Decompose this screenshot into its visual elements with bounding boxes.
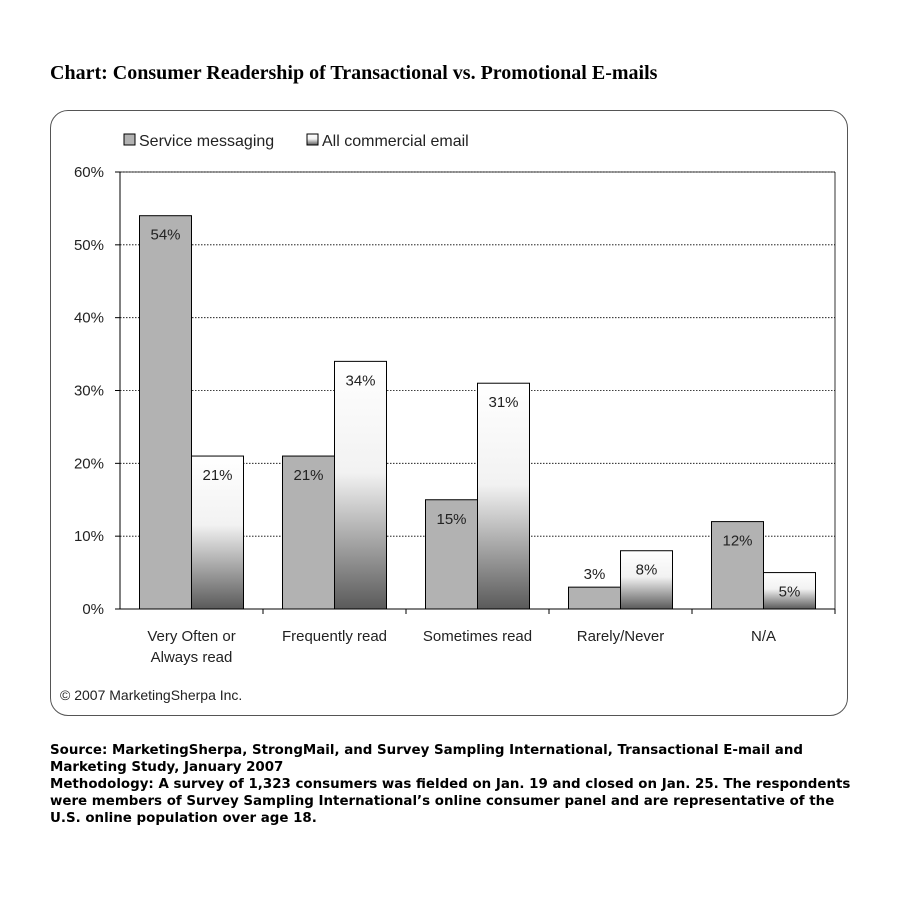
legend-swatch: [307, 134, 318, 145]
data-label: 34%: [345, 372, 376, 390]
chart-legend: [124, 133, 469, 150]
x-tick-label: Frequently read: [281, 628, 388, 645]
x-tick-label: Rarely/Never: [576, 628, 665, 645]
data-label: 54%: [150, 226, 181, 244]
y-tick-label: 60%: [73, 164, 104, 181]
methodology-text: Methodology: A survey of 1,323 consumers was fielded on Jan. 19 and closed on Jan. 25. The respondents were members of Survey Sampling International’s online consumer panel and are representative of the U.S. online population over age 18.: [50, 777, 851, 826]
x-tick-label: Sometimes read: [422, 628, 533, 645]
y-tick-label: 30%: [73, 382, 104, 400]
data-label: 31%: [488, 394, 519, 412]
x-tick-label: Always read: [150, 649, 233, 666]
bar-all-commercial-email: [621, 551, 673, 609]
source-text: Source: MarketingSherpa, StrongMail, and Survey Sampling International, Transactional E-mail and Marketing Study, January 2007: [50, 743, 803, 775]
data-label: 15%: [436, 510, 467, 528]
data-label: 5%: [778, 583, 801, 601]
source-note: [50, 742, 860, 827]
bar-service-messaging: [569, 587, 621, 609]
legend-label: All commercial email: [322, 133, 469, 150]
x-tick-label: N/A: [750, 628, 777, 645]
bar-service-messaging: [140, 216, 192, 609]
bar-all-commercial-email: [478, 383, 530, 609]
y-tick-label: 10%: [73, 528, 104, 546]
data-label: 3%: [583, 566, 606, 584]
y-tick-label: 50%: [73, 236, 104, 254]
data-label: 12%: [722, 532, 753, 550]
data-label: 8%: [635, 561, 658, 579]
legend-swatch: [124, 134, 135, 145]
bar-all-commercial-email: [335, 361, 387, 609]
x-tick-label: Very Often or: [147, 628, 236, 645]
data-label: 21%: [293, 467, 324, 485]
chart-title: Chart: Consumer Readership of Transactional vs. Promotional E-mails: [50, 62, 658, 84]
legend-label: Service messaging: [139, 133, 275, 150]
y-tick-label: 40%: [73, 309, 104, 327]
bars: [140, 216, 816, 609]
y-tick-label: 20%: [73, 455, 104, 473]
data-label: 21%: [202, 467, 233, 485]
copyright-text: © 2007 MarketingSherpa Inc.: [60, 687, 243, 703]
y-tick-label: 0%: [82, 601, 104, 618]
